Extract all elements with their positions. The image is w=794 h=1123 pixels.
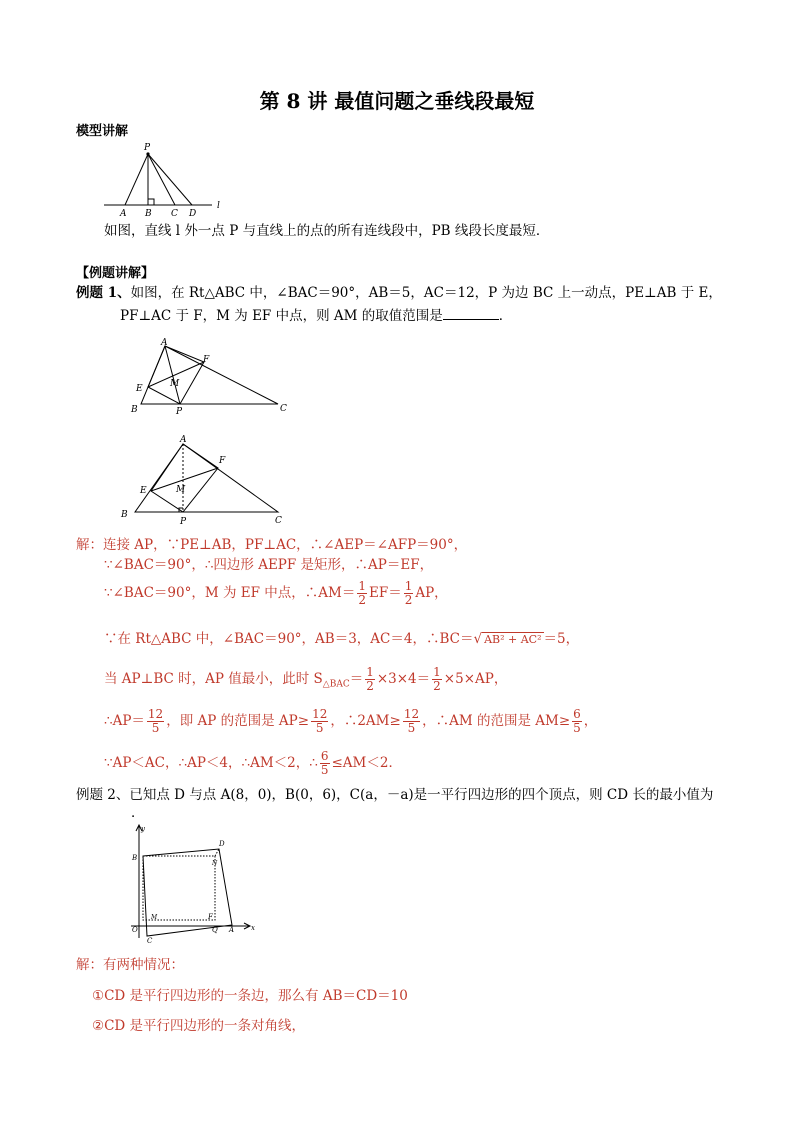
svg-text:B: B (131, 405, 138, 415)
svg-text:C: C (280, 404, 287, 414)
svg-text:B: B (121, 510, 128, 520)
example1-line2 (120, 306, 512, 325)
svg-text:N: N (212, 860, 218, 867)
solution1-line6: ∴AP＝ $\frac{12}{5}$ ，即 AP 的范围是 AP≥ $\frac{12}{5}$ ，∴2AM≥ $\frac{12}{5}$ ，∴AM 的范围是 AM≥ $\frac{6}{5}$ ， (104, 707, 598, 735)
example1-figure-2 (118, 430, 288, 528)
svg-text:M: M (151, 914, 158, 921)
example1-period: ． (498, 308, 513, 324)
svg-text:M: M (170, 379, 180, 389)
example2-line1 (76, 786, 713, 804)
label-l: l (217, 201, 220, 211)
label-P: P (144, 143, 151, 153)
svg-text:E: E (136, 384, 143, 394)
page-title: 第 8 讲 最值问题之垂线段最短 (259, 89, 535, 113)
solution2-line1: 解：有两种情况： (76, 957, 184, 973)
model-heading: 模型讲解 (76, 124, 129, 139)
svg-text:Q: Q (212, 926, 218, 934)
svg-text:x: x (251, 924, 255, 932)
example2-period: ． (131, 805, 145, 821)
svg-text:y: y (141, 825, 145, 833)
svg-text:C: C (275, 516, 282, 526)
svg-text:M: M (176, 485, 186, 495)
example2-label: 例题 2、 (76, 787, 130, 803)
solution1-line3: ∵∠BAC＝90°，M 为 EF 中点，∴AM＝ $\frac{1}{2}$ EF＝ $\frac{1}{2}$ AP， (104, 579, 448, 607)
label-D: D (189, 209, 197, 219)
solution2-line3: ②CD 是平行四边形的一条对角线， (92, 1018, 306, 1034)
answer-blank (443, 306, 499, 320)
examples-heading: 【例题讲解】 (76, 266, 155, 281)
svg-text:A: A (161, 338, 168, 348)
svg-text:C: C (147, 937, 153, 945)
svg-text:P: P (176, 407, 183, 417)
solution1-line5: 当 AP⊥BC 时，AP 值最小，此时 $S_{\triangle BAC}=$ $\frac{1}{2}$ ×3×4＝ $\frac{1}{2}$ ×5×AP， (104, 665, 508, 693)
label-C: C (171, 209, 178, 219)
svg-text:F: F (208, 913, 213, 921)
model-explanation: 如图，直线 l 外一点 P 与直线上的点的所有连线段中，PB 线段长度最短． (104, 223, 550, 239)
example1-figure-1 (128, 338, 298, 418)
svg-text:E: E (140, 486, 147, 496)
solution1-line7: ∵AP＜AC，∴AP＜4，∴AM＜2，∴ $\frac{6}{5}$ ≤AM＜2． (104, 749, 402, 777)
solution1-line2: ∵∠BAC＝90°，∴四边形 AEPF 是矩形，∴AP＝EF， (104, 557, 434, 573)
model-figure (100, 138, 230, 220)
example2-figure (125, 822, 265, 950)
svg-text:D: D (219, 840, 225, 848)
svg-text:O: O (132, 926, 138, 934)
svg-text:F: F (203, 355, 210, 365)
svg-text:A: A (180, 435, 187, 445)
example1-label: 例题 1、 (76, 285, 131, 301)
label-A: A (120, 209, 127, 219)
example1-text: 如图，在 Rt△ABC 中，∠BAC＝90°，AB＝5，AC＝12，P 为边 BC 上一动点，PE⊥AB 于 E， (130, 285, 722, 301)
solution2-line2: ①CD 是平行四边形的一条边，那么有 AB＝CD＝10 (92, 988, 408, 1004)
solution1-line4: ∵在 Rt△ABC 中，∠BAC＝90°，AB＝3，AC＝4，∴BC＝√ AB² + AC² ＝5， (104, 631, 580, 647)
svg-text:F: F (219, 456, 226, 466)
svg-text:B: B (132, 854, 138, 862)
example1-text2: PF⊥AC 于 F，M 为 EF 中点，则 AM 的取值范围是 (120, 308, 443, 324)
svg-text:P: P (180, 517, 187, 527)
solution1-line1: 解：连接 AP，∵PE⊥AB，PF⊥AC，∴∠AEP＝∠AFP＝90°， (76, 537, 468, 553)
label-B: B (145, 209, 152, 219)
example1-line1 (76, 284, 722, 302)
example2-text: 已知点 D 与点 A(8，0)，B(0，6)，C(a，－a)是一平行四边形的四个顶点，则 CD 长的最小值为 (129, 787, 714, 803)
svg-text:A: A (229, 926, 235, 934)
